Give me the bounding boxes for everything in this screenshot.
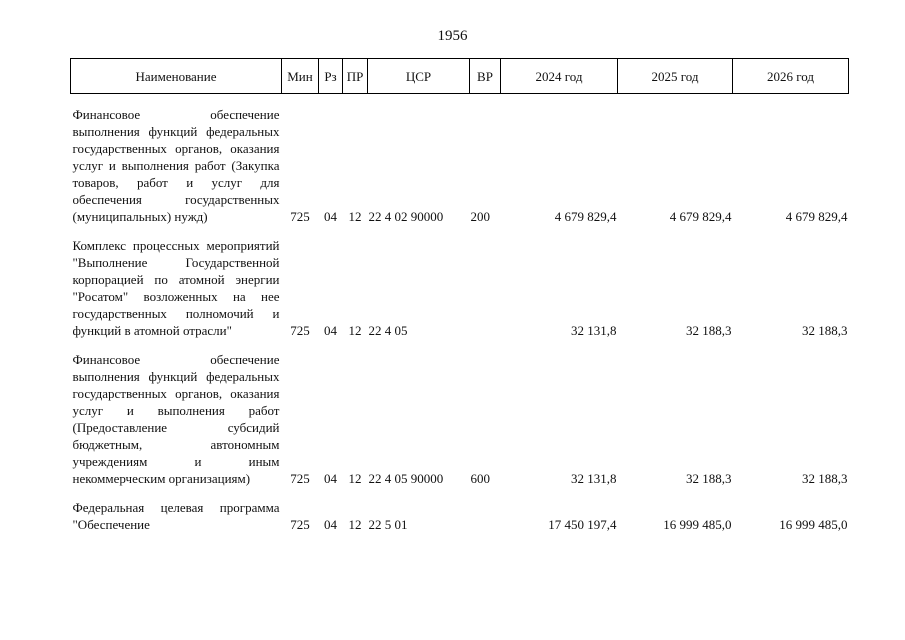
header-vr: ВР — [470, 59, 501, 94]
row-vr: 200 — [470, 209, 490, 224]
row-rz: 04 — [324, 323, 337, 338]
header-pr: ПР — [343, 59, 368, 94]
row-2025: 32 188,3 — [686, 323, 732, 338]
header-2024: 2024 год — [501, 59, 618, 94]
table-header-row — [71, 59, 849, 94]
row-2026: 4 679 829,4 — [785, 209, 848, 224]
table-row — [71, 489, 849, 535]
row-vr — [470, 227, 501, 341]
row-2024: 32 131,8 — [571, 471, 617, 486]
row-2026: 16 999 485,0 — [779, 517, 848, 532]
row-name: Комплекс процессных мероприятий "Выполнение Государственной корпорацией по атомной энергии "Росатом" возложенных на нее государственных полномочий и функций в атомной отрасли" — [72, 238, 280, 338]
header-name: Наименование — [71, 59, 282, 94]
row-pr: 12 — [348, 323, 362, 338]
row-min: 725 — [290, 517, 310, 532]
row-2026: 32 188,3 — [802, 471, 848, 486]
row-name: Финансовое обеспечение выполнения функций федеральных государственных органов, оказания услуг и выполнения работ (Предоставление субсидий бюджетным, автономным учреждениям и иным некоммерческим организациям) — [72, 352, 280, 486]
page-number: 1956 — [437, 28, 468, 44]
table-row — [71, 227, 849, 341]
row-min: 725 — [290, 323, 310, 338]
row-vr: 600 — [470, 471, 490, 486]
header-2026: 2026 год — [733, 59, 849, 94]
row-pr: 12 — [348, 517, 362, 532]
row-csr: 22 4 02 90000 — [368, 209, 444, 224]
budget-table — [70, 58, 849, 535]
header-2025: 2025 год — [618, 59, 733, 94]
row-csr: 22 4 05 90000 — [368, 471, 444, 486]
row-rz: 04 — [324, 471, 337, 486]
row-2024: 4 679 829,4 — [554, 209, 617, 224]
row-2024: 32 131,8 — [571, 323, 617, 338]
row-2025: 16 999 485,0 — [663, 517, 732, 532]
row-name: Федеральная целевая программа "Обеспечение — [72, 500, 280, 532]
header-csr: ЦСР — [368, 59, 470, 94]
row-pr: 12 — [348, 471, 362, 486]
row-2025: 4 679 829,4 — [669, 209, 732, 224]
row-rz: 04 — [324, 517, 337, 532]
table-row — [71, 341, 849, 489]
row-2026: 32 188,3 — [802, 323, 848, 338]
row-pr: 12 — [348, 209, 362, 224]
header-rz: Рз — [319, 59, 343, 94]
row-min: 725 — [290, 209, 310, 224]
row-name: Финансовое обеспечение выполнения функций федеральных государственных органов, оказания услуг и выполнения работ (Закупка товаров, работ и услуг для обеспечения государственных (муниципальных) нужд) — [72, 107, 280, 224]
row-2025: 32 188,3 — [686, 471, 732, 486]
row-csr: 22 4 05 — [368, 323, 408, 338]
row-csr: 22 5 01 — [368, 517, 408, 532]
row-2024: 17 450 197,4 — [548, 517, 617, 532]
header-min: Мин — [282, 59, 319, 94]
row-rz: 04 — [324, 209, 337, 224]
row-min: 725 — [290, 471, 310, 486]
row-vr — [470, 489, 501, 535]
table-row — [71, 94, 849, 228]
